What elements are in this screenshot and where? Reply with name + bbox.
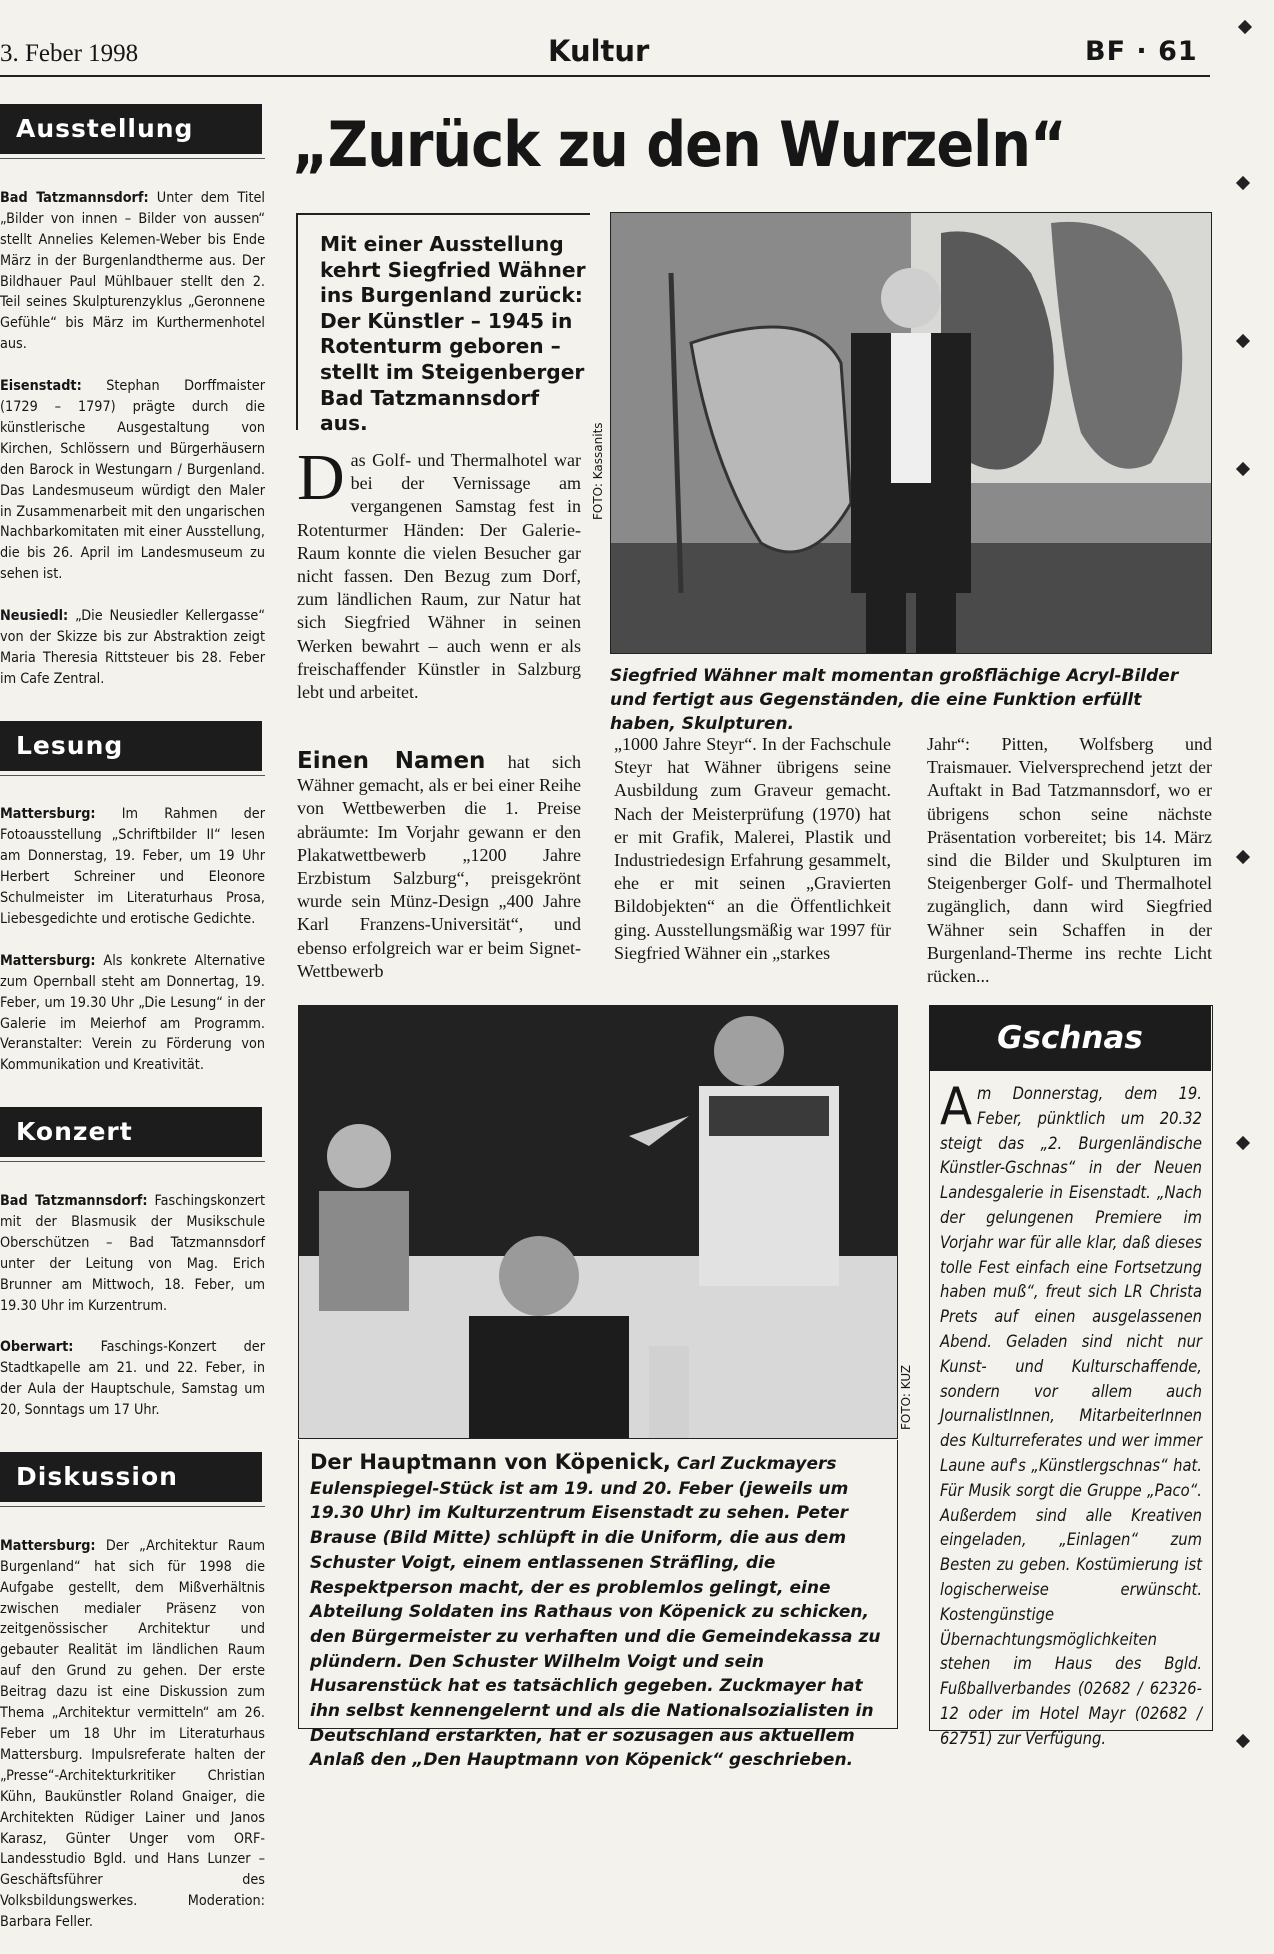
photo-credit: FOTO: KUZ [899, 1364, 913, 1430]
section-lesung-title: Lesung [0, 721, 262, 771]
header-rule [0, 75, 1210, 77]
theater-caption [310, 1450, 890, 1773]
section-konzert-body [0, 1161, 265, 1442]
drop-cap: D [297, 441, 345, 514]
list-item [0, 804, 265, 929]
list-item [0, 951, 265, 1076]
caption-text: Carl Zuckmayers Eulenspiegel-Stück ist am 19. und 20. Feber (jeweils um 19.30 Uhr) im Kulturzentrum Eisenstadt zu sehen. Peter Brause (Bild Mitte) schlüpft in die Uniform, die aus dem Schuster Voigt, einem entlassenen Sträfling, die Respektperson macht, der es problemlos gelingt, eine Abteilung Soldaten ins Rathaus von Köpenick zu schicken, den Bürgermeister zu verhaften und die Gemeindekassa zu plündern. Den Schuster Wilhelm Voigt und sein Husarenstück hat es tatsächlich gegeben. Zuckmayer hat ihn selbst kennengelernt und als die Nationalsozialisten in Deutschland erstarkten, hat er sozusagen aus aktuellem Anlaß den „Den Hauptmann von Köpenick“ geschrieben. [310, 1454, 881, 1771]
theater-photo-illustration [299, 1006, 897, 1438]
item-place: Mattersburg: [0, 1537, 96, 1554]
section-ausstellung-body [0, 158, 265, 711]
section-diskussion-title: Diskussion [0, 1452, 262, 1502]
article-body-col3: „1000 Jahre Steyr“. In der Fachschule Steyr hat Wähner übrigens seine Ausbildung zum Graveur gemacht. Nach der Meisterprüfung (1970) hat er mit Grafik, Malerei, Plastik und Industriedesign Erfahrung gesammelt, ehe er mit seinen „Gravierten Bildobjekten“ an die Öffentlichkeit ging. Ausstellungsmäßig war 1997 für Siegfried Wähner ein „starkes [614, 734, 891, 963]
drop-cap: A [940, 1077, 972, 1137]
list-item [0, 606, 265, 690]
article-body-lead [297, 441, 581, 704]
article-intro: Mit einer Ausstellung kehrt Siegfried Wähner ins Burgenland zurück: Der Künstler – 1945 in Rotenturm geboren – stellt im Steigenberger Bad Tatzmannsdorf aus. [320, 232, 586, 436]
section-lesung-body [0, 775, 265, 1098]
item-text: Im Rahmen der Fotoausstellung „Schriftbilder II“ lesen am Donnerstag, 19. Feber, um 19 Uhr Herbert Schreiner und Eleonore Schulmeister im Literaturhaus Prosa, Liebesgedichte und erotische Gedichte. [0, 806, 265, 927]
item-text: Der „Architektur Raum Burgenland“ hat sich für 1998 die Aufgabe gestellt, dem Mißverhältnis zwischen medialer Präsenz von zeitgenössischer Architektur und gebauter Realität im ländlichen Raum auf den Grund zu gehen. Der erste Beitrag dazu ist eine Diskussion zum Thema „Architektur vermitteln“ am 26. Feber um 18 Uhr im Literaturhaus Mattersburg. Impulsreferate halten der „Presse“-Architekturkritiker Christian Kühn, Baukünstler Roland Gnaiger, die Architekten Rüdiger Lainer und Janos Karasz, Günter Unger vom ORF-Landesstudio Bgld. und Hans Lunzer – Geschäftsführer des Volksbildungswerkes. Moderation: Barbara Feller. [0, 1537, 265, 1931]
margin-mark [1236, 462, 1250, 476]
photo-caption: Siegfried Wähner malt momentan großflächige Acryl-Bilder und fertigt aus Gegenständen, die eine Funktion erfüllt haben, Skulpturen. [610, 666, 1179, 734]
list-item [0, 188, 265, 355]
paragraph: m Donnerstag, dem 19. Feber, pünktlich um 20.32 steigt das „2. Burgenländische Künstler-Gschnas“ in der Neuen Landesgalerie in Eisenstadt. „Nach der gelungenen Premiere im Vorjahr war für alle klar, daß dieses tolle Fest einfach eine Fortsetzung haben muß“, freut sich LR Christa Prets auf einen ausgelassenen Abend. Geladen sind nicht nur Kunst- und Kulturschaffende, sondern vor allem auch JournalistInnen, MitarbeiterInnen des Kulturreferates und wer immer Laune auf's „Künstlergschnas“ hat. Für Musik sorgt die Gruppe „Paco“. Außerdem sind alle Kreativen eingeladen, „Einlagen“ zum Besten zu geben. Kostümierung ist logischerweise erwünscht. Kostengünstige Übernachtungsmöglichkeiten stehen im Haus des Bgld. Fußballverbandes (02682 / 62326-12 oder im Hotel Mayr (02682 / 62751) zur Verfügung. [940, 1084, 1202, 1748]
section-title: Kultur [548, 34, 650, 68]
item-text: Unter dem Titel „Bilder von innen – Bilder von aussen“ stellt Annelies Kelemen-Weber bis Ende März in der Burgenlandtherme aus. Der Bildhauer Paul Mühlbauer stellt den 2. Teil seines Skulpturenzyklus „Geronnene Gefühle“ bis März im Kurthermenhotel aus. [0, 189, 265, 353]
item-text: Faschings-Konzert der Stadtkapelle am 21. und 22. Feber, in der Aula der Hauptschule, Samstag um 20, Sonntags um 17 Uhr. [0, 1339, 265, 1419]
margin-mark [1236, 334, 1250, 348]
margin-mark [1236, 176, 1250, 190]
page-number: BF · 61 [1085, 36, 1198, 67]
margin-mark [1238, 20, 1252, 34]
item-text: „Die Neusiedler Kellergasse“ von der Skizze bis zur Abstraktion zeigt Maria Theresia Rittsteuer bis 28. Feber im Cafe Zentral. [0, 608, 265, 687]
photo-credit: FOTO: Kassanits [591, 422, 605, 520]
issue-date: 3. Feber 1998 [0, 40, 139, 67]
events-column [0, 98, 265, 1931]
item-text: Als konkrete Alternative zum Opernball steht am Donnertag, 19. Feber, um 19.30 Uhr „Die Lesung“ in der Galerie im Meierhof am Programm. Veranstalter: Verein zu Förderung von Kommunikation und Kreativität. [0, 952, 265, 1074]
theater-photo [298, 1005, 898, 1439]
paragraph: hat sich Wähner gemacht, als er bei einer Reihe von Wettbewerben die 1. Preise abräumte: Im Vorjahr gewann er den Plakatwettbewerb „1200 Jahre Erzbistum Salzburg“, preisgekrönt wurde sein Münz-Design „400 Jahre Karl Franzens-Universität“, und ebenso erfolgreich war er beim Signet-Wettbewerb [297, 752, 581, 981]
list-item [0, 1536, 265, 1933]
margin-mark [1236, 850, 1250, 864]
item-text: Faschingskonzert mit der Blasmusik der Musikschule Oberschützen – Bad Tatzmannsdorf unter der Leitung von Mag. Erich Brunner am Mittwoch, 18. Feber, um 19.30 Uhr im Kurzentrum. [0, 1193, 265, 1314]
margin-mark [1236, 1734, 1250, 1748]
list-item [0, 1337, 265, 1421]
section-ausstellung-title: Ausstellung [0, 104, 262, 154]
item-place: Mattersburg: [0, 952, 96, 969]
gschnas-title: Gschnas [929, 1005, 1211, 1071]
article-body-col2 [297, 750, 581, 983]
item-text: Stephan Dorffmaister (1729 – 1797) prägte durch die künstlerische Ausgestaltung von Kirchen, Schlössern und Bürgerhäusern den Barock in Westungarn / Burgenland. Das Landesmuseum würdigt den Maler in Zusammenarbeit mit den ungarischen Nachbarkomitaten mit einer Ausstellung, die bis 26. April im Landesmuseum zu sehen ist. [0, 378, 265, 583]
list-item [0, 376, 265, 585]
section-diskussion-body [0, 1506, 265, 1954]
item-place: Eisenstadt: [0, 378, 82, 395]
article-headline: „Zurück zu den Wurzeln“ [292, 108, 1066, 181]
item-place: Oberwart: [0, 1339, 74, 1356]
item-place: Bad Tatzmannsdorf: [0, 1193, 148, 1210]
caption-lead: Der Hauptmann von Köpenick, [310, 1450, 671, 1474]
gschnas-text [940, 1077, 1202, 1752]
list-item [0, 1191, 265, 1316]
paragraph: as Golf- und Thermalhotel war bei der Vernissage am vergangenen Samstag fest in Rotenturmer Händen: Der Galerie-Raum konnte die vielen Besucher gar nicht fassen. Den Bezug zum Dorf, zum ländlichen Raum, zur Natur hat sich Siegfried Wähner in seinen Werken bewahrt – auch wenn er als freischaffender Künstler in Salzburg lebt und arbeitet. [297, 450, 581, 703]
section-konzert-title: Konzert [0, 1107, 262, 1157]
item-place: Mattersburg: [0, 806, 96, 823]
subheading: Einen Namen [297, 748, 486, 774]
item-place: Neusiedl: [0, 608, 69, 625]
artist-photo [610, 212, 1212, 654]
artist-photo-illustration [611, 213, 1211, 653]
item-place: Bad Tatzmannsdorf: [0, 189, 149, 206]
margin-mark [1236, 1136, 1250, 1150]
article-body-col4: Jahr“: Pitten, Wolfsberg und Traismauer. Vielversprechend jetzt der Auftakt in Bad Tatzmannsdorf, wo er übrigens schon seine nächste Präsentation vorbereitet; bis 14. März sind die Bilder und Skulpturen im Steigenberger Golf- und Thermalhotel zugänglich, dann wird Siegfried Wähner sein Schaffen in der Burgenland-Therme ins rechte Licht rücken... [927, 734, 1212, 987]
